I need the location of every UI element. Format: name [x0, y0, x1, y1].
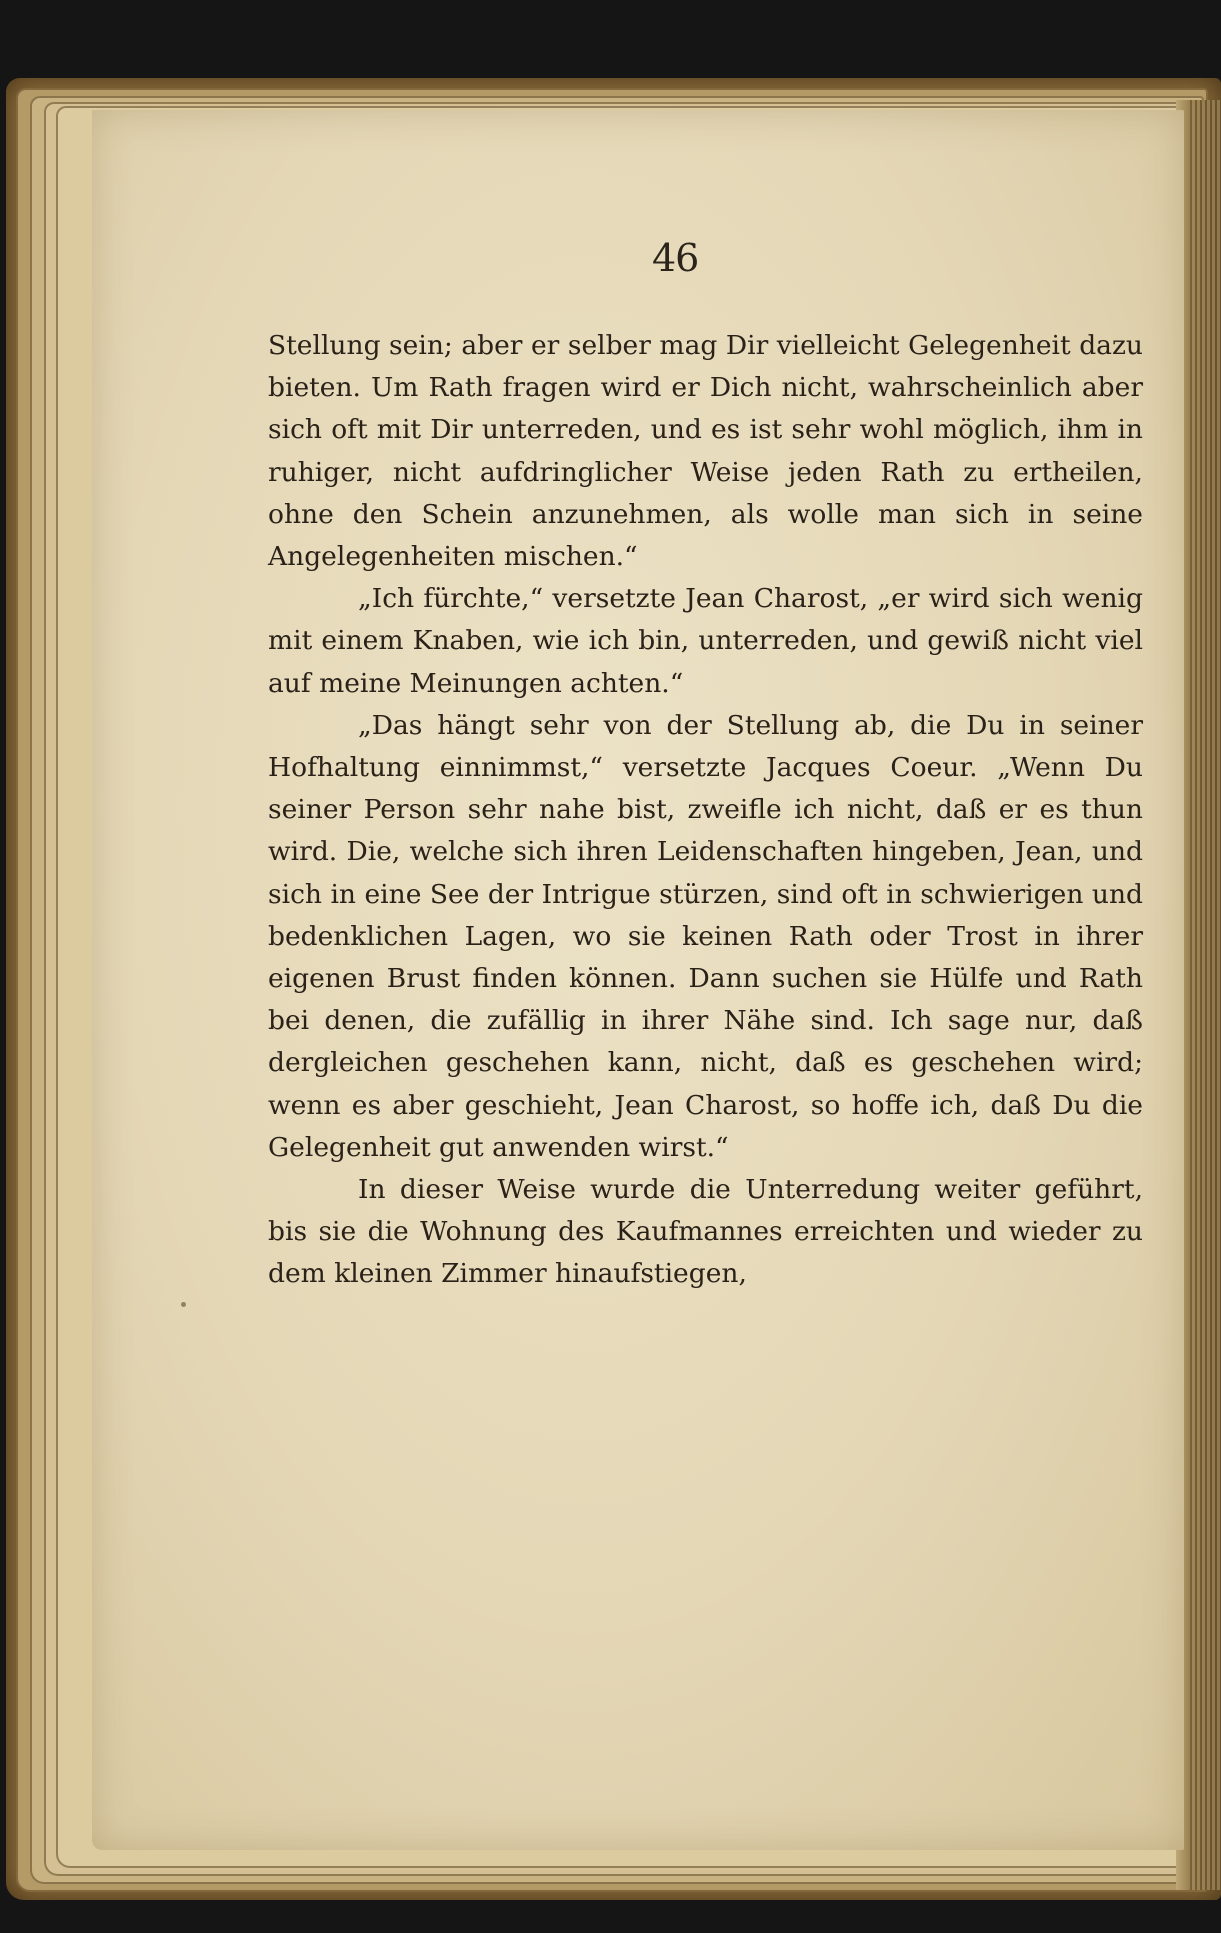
paper-speck [181, 1302, 186, 1307]
paragraph: Stellung sein; aber er selber mag Dir vielleicht Gelegenheit dazu bieten. Um Rath fragen wird er Dich nicht, wahrscheinlich aber sich oft mit Dir unterreden, und es ist sehr wohl möglich, ihm in ruhiger, nicht aufdringlicher Weise jeden Rath zu ertheilen, ohne den Schein anzunehmen, als wolle man sich in seine Angelegenheiten mischen.“ [268, 330, 1143, 573]
paragraph: In dieser Weise wurde die Unterredung weiter geführt, bis sie die Wohnung des Kaufmannes erreichten und wieder zu dem kleinen Zimmer hinaufstiegen, [268, 1174, 1143, 1290]
body-text [268, 325, 1143, 1296]
paragraph: „Das hängt sehr von der Stellung ab, die Du in seiner Hofhaltung einnimmst,“ versetzte Jacques Coeur. „Wenn Du seiner Person sehr nahe bist, zweifle ich nicht, daß er es thun wird. Die, welche sich ihren Leidenschaften hingeben, Jean, und sich in eine See der Intrigue stürzen, sind oft in schwierigen und bedenklichen Lagen, wo sie keinen Rath oder Trost in ihrer eigenen Brust finden können. Dann suchen sie Hülfe und Rath bei denen, die zufällig in ihrer Nähe sind. Ich sage nur, daß dergleichen geschehen kann, nicht, daß es geschehen wird; wenn es aber geschieht, Jean Charost, so hoffe ich, daß Du die Gelegenheit gut anwenden wirst.“ [268, 709, 1143, 1163]
paragraph: „Ich fürchte,“ versetzte Jean Charost, „er wird sich wenig mit einem Knaben, wie ich bin, unterreden, und gewiß nicht viel auf meine Meinungen achten.“ [268, 583, 1143, 699]
page-number: 46 [652, 236, 699, 280]
next-page-edges [1190, 100, 1221, 1890]
